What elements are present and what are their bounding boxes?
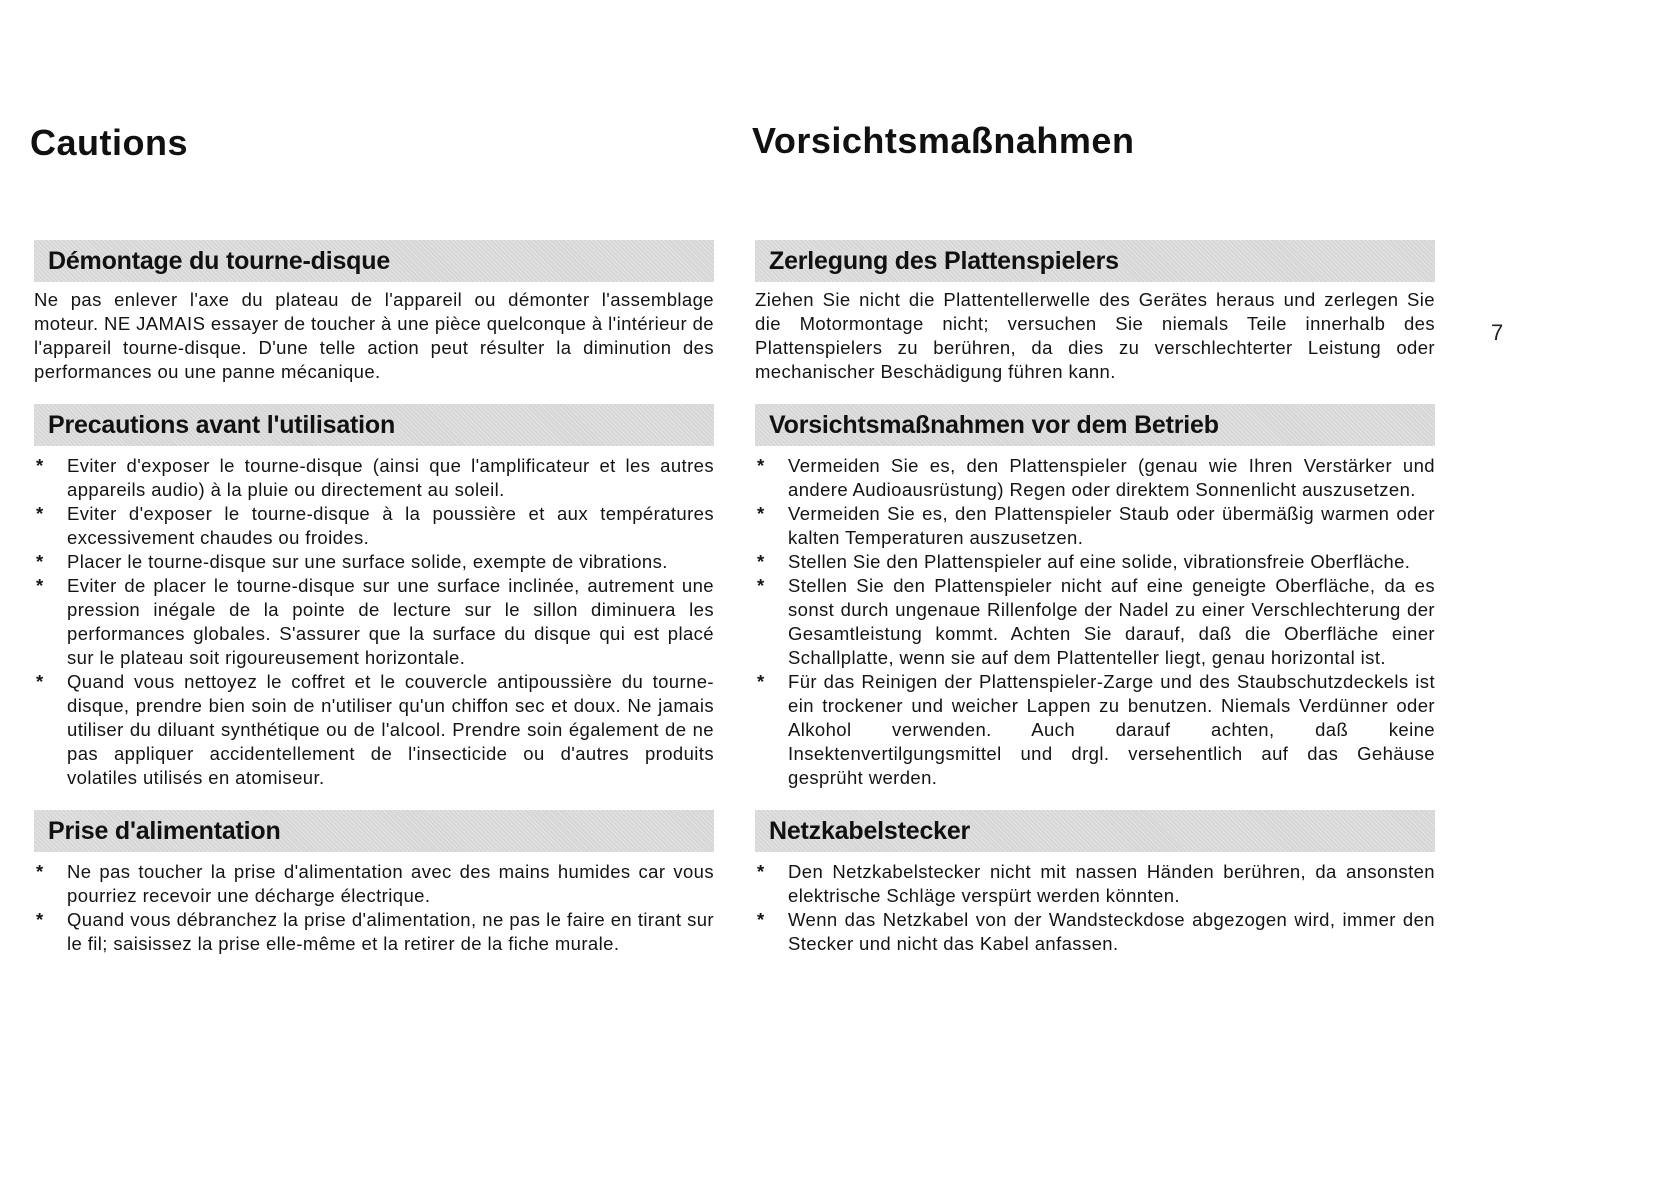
section-demontage	[34, 240, 714, 384]
list-item-text: Eviter d'exposer le tourne-disque à la poussière et aux températures excessivement chaudes ou froides.	[67, 503, 714, 548]
section-paragraph: Ne pas enlever l'axe du plateau de l'appareil ou démonter l'assemblage moteur. NE JAMAIS essayer de toucher à une pièce quelconque à l'intérieur de l'appareil tourne-disque. D'une telle action peut résulter la diminution des performances ou une panne mécanique.	[34, 289, 714, 382]
bullet-mark: *	[36, 503, 44, 524]
list-item-text: Stellen Sie den Plattenspieler nicht auf eine geneigte Oberfläche, da es sonst durch ungenaue Rillenfolge der Nadel zu einer Verschlechterung der Gesamtleistung kommt. Achten Sie darauf, daß die Oberfläche einer Schallplatte, wenn sie auf dem Plattenteller liegt, genau horizontal ist.	[788, 575, 1435, 668]
bullet-mark: *	[757, 551, 765, 572]
bullet-mark: *	[757, 671, 765, 692]
list-item-text: Quand vous débranchez la prise d'alimentation, ne pas le faire en tirant sur le fil; saisissez la prise elle-même et la retirer de la fiche murale.	[67, 909, 714, 954]
list-item-text: Stellen Sie den Plattenspieler auf eine solide, vibrationsfreie Oberfläche.	[788, 551, 1411, 572]
page-number: 7	[1491, 320, 1504, 345]
bullet-mark: *	[36, 575, 44, 596]
bullet-mark: *	[36, 455, 44, 476]
list-item	[34, 454, 714, 502]
list-item-text: Ne pas toucher la prise d'alimentation avec des mains humides car vous pourriez recevoir une décharge électrique.	[67, 861, 714, 906]
list-item	[34, 502, 714, 550]
bullet-list	[755, 454, 1435, 790]
section-heading: Prise d'alimentation	[34, 810, 714, 852]
bullet-mark: *	[757, 861, 765, 882]
list-item	[755, 454, 1435, 502]
list-item	[755, 550, 1435, 574]
list-item	[34, 574, 714, 670]
list-item-text: Eviter d'exposer le tourne-disque (ainsi que l'amplificateur et les autres appareils audio) à la pluie ou directement au soleil.	[67, 455, 714, 500]
page-title-german: Vorsichtsmaßnahmen	[752, 120, 1135, 161]
german-column	[755, 240, 1435, 956]
list-item-text: Vermeiden Sie es, den Plattenspieler Staub oder übermäßig warmen oder kalten Temperaturen auszusetzen.	[788, 503, 1435, 548]
section-precautions	[34, 404, 714, 790]
section-heading: Precautions avant l'utilisation	[34, 404, 714, 446]
list-item-text: Placer le tourne-disque sur une surface solide, exempte de vibrations.	[67, 551, 668, 572]
bullet-mark: *	[36, 861, 44, 882]
list-item	[34, 908, 714, 956]
list-item	[34, 860, 714, 908]
section-heading: Vorsichtsmaßnahmen vor dem Betrieb	[755, 404, 1435, 446]
bullet-mark: *	[36, 909, 44, 930]
list-item-text: Wenn das Netzkabel von der Wandsteckdose abgezogen wird, immer den Stecker und nicht das Kabel anfassen.	[788, 909, 1435, 954]
list-item	[34, 550, 714, 574]
list-item-text: Für das Reinigen der Plattenspieler-Zarge und des Staubschutzdeckels ist ein trockener und weicher Lappen zu benutzen. Niemals Verdünner oder Alkohol verwenden. Auch darauf achten, daß keine Insektenvertilgungsmittel und drgl. versehentlich auf das Gehäuse gesprüht werden.	[788, 671, 1435, 788]
section-heading: Netzkabelstecker	[755, 810, 1435, 852]
bullet-mark: *	[36, 551, 44, 572]
bullet-list	[34, 860, 714, 956]
bullet-mark: *	[757, 575, 765, 596]
french-column	[34, 240, 714, 956]
bullet-mark: *	[757, 503, 765, 524]
section-netzkabelstecker	[755, 810, 1435, 956]
bullet-mark: *	[757, 909, 765, 930]
section-prise-alimentation	[34, 810, 714, 956]
section-heading: Zerlegung des Plattenspielers	[755, 240, 1435, 282]
list-item	[755, 670, 1435, 790]
list-item	[755, 574, 1435, 670]
section-heading: Démontage du tourne-disque	[34, 240, 714, 282]
section-zerlegung	[755, 240, 1435, 384]
bullet-mark: *	[36, 671, 44, 692]
list-item	[34, 670, 714, 790]
section-vorsichtsmassnahmen-betrieb	[755, 404, 1435, 790]
bullet-list	[755, 860, 1435, 956]
section-paragraph: Ziehen Sie nicht die Plattentellerwelle des Gerätes heraus und zerlegen Sie die Motormontage nicht; versuchen Sie niemals Teile innerhalb des Plattenspielers zu berühren, da dies zu verschlechterter Leistung oder mechanischer Beschädigung führen kann.	[755, 289, 1435, 382]
list-item-text: Quand vous nettoyez le coffret et le couvercle antipoussière du tourne-disque, prendre bien soin de n'utiliser qu'un chiffon sec et doux. Ne jamais utiliser du diluant synthétique ou de l'alcool. Prendre soin également de ne pas appliquer accidentellement de l'insecticide ou d'autres produits volatiles utilisés en atomiseur.	[67, 671, 714, 788]
bullet-list	[34, 454, 714, 790]
page-title-french: Cautions	[30, 122, 189, 163]
list-item	[755, 502, 1435, 550]
list-item	[755, 908, 1435, 956]
list-item-text: Vermeiden Sie es, den Plattenspieler (genau wie Ihren Verstärker und andere Audioausrüstung) Regen oder direktem Sonnenlicht auszusetzen.	[788, 455, 1435, 500]
list-item-text: Den Netzkabelstecker nicht mit nassen Händen berühren, da ansonsten elektrische Schläge verspürt werden könnten.	[788, 861, 1435, 906]
list-item	[755, 860, 1435, 908]
bullet-mark: *	[757, 455, 765, 476]
list-item-text: Eviter de placer le tourne-disque sur une surface inclinée, autrement une pression inégale de la pointe de lecture sur le sillon diminuera les performances globales. S'assurer que la surface du disque qui est placé sur le plateau soit rigoureusement horizontale.	[67, 575, 714, 668]
